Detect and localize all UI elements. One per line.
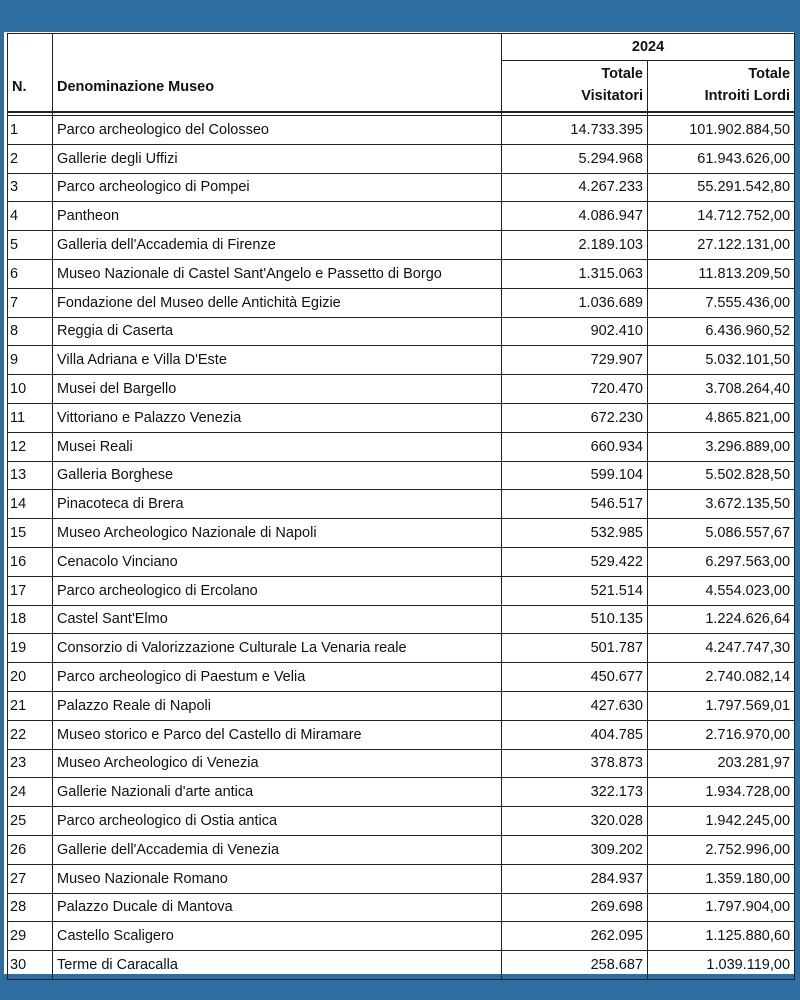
row-number-cell[interactable]: 15 — [8, 519, 53, 548]
revenue-total-cell[interactable]: 55.291.542,80 — [648, 173, 795, 202]
table-row — [8, 461, 795, 490]
visitors-total-cell[interactable]: 4.086.947 — [502, 202, 648, 231]
visitors-total-cell[interactable]: 521.514 — [502, 576, 648, 605]
museum-name-cell[interactable]: Museo Archeologico di Venezia — [53, 749, 502, 778]
visitors-total-cell[interactable]: 2.189.103 — [502, 231, 648, 260]
museum-name-cell[interactable]: Museo Nazionale di Castel Sant'Angelo e Passetto di Borgo — [53, 259, 502, 288]
spreadsheet-sheet — [4, 32, 794, 974]
visitors-total-cell[interactable]: 660.934 — [502, 432, 648, 461]
revenue-total-cell[interactable]: 4.554.023,00 — [648, 576, 795, 605]
visitors-total-cell[interactable]: 532.985 — [502, 519, 648, 548]
row-number-cell[interactable]: 25 — [8, 807, 53, 836]
visitors-total-cell[interactable]: 320.028 — [502, 807, 648, 836]
museum-name-cell[interactable]: Pinacoteca di Brera — [53, 490, 502, 519]
row-number-cell[interactable]: 18 — [8, 605, 53, 634]
visitors-total-cell[interactable]: 529.422 — [502, 547, 648, 576]
visitors-total-cell[interactable]: 720.470 — [502, 375, 648, 404]
museum-name-cell[interactable]: Terme di Caracalla — [53, 951, 502, 980]
visitors-total-cell[interactable]: 378.873 — [502, 749, 648, 778]
revenue-total-cell[interactable]: 1.934.728,00 — [648, 778, 795, 807]
museum-name-cell[interactable]: Gallerie dell'Accademia di Venezia — [53, 835, 502, 864]
revenue-total-cell[interactable]: 1.125.880,60 — [648, 922, 795, 951]
table-row — [8, 231, 795, 260]
table-row — [8, 432, 795, 461]
row-number-cell[interactable]: 1 — [8, 116, 53, 145]
table-row — [8, 778, 795, 807]
visitors-total-cell[interactable]: 322.173 — [502, 778, 648, 807]
header-revenue-line2: Introiti Lordi — [704, 88, 791, 104]
revenue-total-cell[interactable]: 1.359.180,00 — [648, 864, 795, 893]
row-number-cell[interactable]: 4 — [8, 202, 53, 231]
table-row — [8, 259, 795, 288]
museum-name-cell[interactable]: Galleria dell'Accademia di Firenze — [53, 231, 502, 260]
museum-name-cell[interactable]: Musei del Bargello — [53, 375, 502, 404]
museum-name-cell[interactable]: Palazzo Ducale di Mantova — [53, 893, 502, 922]
revenue-total-cell[interactable]: 5.086.557,67 — [648, 519, 795, 548]
header-n: N. — [8, 34, 53, 113]
museum-name-cell[interactable]: Gallerie degli Uffizi — [53, 144, 502, 173]
museum-table — [7, 33, 795, 980]
revenue-total-cell[interactable]: 3.296.889,00 — [648, 432, 795, 461]
row-number-cell[interactable]: 17 — [8, 576, 53, 605]
revenue-total-cell[interactable]: 1.224.626,64 — [648, 605, 795, 634]
visitors-total-cell[interactable]: 729.907 — [502, 346, 648, 375]
row-number-cell[interactable]: 7 — [8, 288, 53, 317]
museum-name-cell[interactable]: Vittoriano e Palazzo Venezia — [53, 403, 502, 432]
revenue-total-cell[interactable]: 1.797.569,01 — [648, 691, 795, 720]
museum-name-cell[interactable]: Castello Scaligero — [53, 922, 502, 951]
table-row — [8, 951, 795, 980]
visitors-total-cell[interactable]: 450.677 — [502, 663, 648, 692]
header-name: Denominazione Museo — [53, 34, 502, 113]
row-number-cell[interactable]: 26 — [8, 835, 53, 864]
visitors-total-cell[interactable]: 510.135 — [502, 605, 648, 634]
table-row — [8, 663, 795, 692]
row-number-cell[interactable]: 30 — [8, 951, 53, 980]
visitors-total-cell[interactable]: 427.630 — [502, 691, 648, 720]
table-row — [8, 519, 795, 548]
table-row — [8, 749, 795, 778]
table-row — [8, 835, 795, 864]
table-row — [8, 605, 795, 634]
museum-name-cell[interactable]: Musei Reali — [53, 432, 502, 461]
visitors-total-cell[interactable]: 284.937 — [502, 864, 648, 893]
table-row — [8, 864, 795, 893]
row-number-cell[interactable]: 6 — [8, 259, 53, 288]
museum-name-cell[interactable]: Cenacolo Vinciano — [53, 547, 502, 576]
museum-name-cell[interactable]: Galleria Borghese — [53, 461, 502, 490]
row-number-cell[interactable]: 29 — [8, 922, 53, 951]
table-row — [8, 202, 795, 231]
table-row — [8, 144, 795, 173]
revenue-total-cell[interactable]: 11.813.209,50 — [648, 259, 795, 288]
table-row — [8, 173, 795, 202]
row-number-cell[interactable]: 2 — [8, 144, 53, 173]
row-number-cell[interactable]: 16 — [8, 547, 53, 576]
visitors-total-cell[interactable]: 262.095 — [502, 922, 648, 951]
revenue-total-cell[interactable]: 5.502.828,50 — [648, 461, 795, 490]
visitors-total-cell[interactable]: 309.202 — [502, 835, 648, 864]
row-number-cell[interactable]: 24 — [8, 778, 53, 807]
table-row — [8, 893, 795, 922]
revenue-total-cell[interactable]: 5.032.101,50 — [648, 346, 795, 375]
visitors-total-cell[interactable]: 672.230 — [502, 403, 648, 432]
visitors-total-cell[interactable]: 404.785 — [502, 720, 648, 749]
revenue-total-cell[interactable]: 6.436.960,52 — [648, 317, 795, 346]
row-number-cell[interactable]: 20 — [8, 663, 53, 692]
revenue-total-cell[interactable]: 7.555.436,00 — [648, 288, 795, 317]
museum-name-cell[interactable]: Parco archeologico di Ercolano — [53, 576, 502, 605]
museum-name-cell[interactable]: Palazzo Reale di Napoli — [53, 691, 502, 720]
museum-name-cell[interactable]: Castel Sant'Elmo — [53, 605, 502, 634]
visitors-total-cell[interactable]: 902.410 — [502, 317, 648, 346]
row-number-cell[interactable]: 8 — [8, 317, 53, 346]
revenue-total-cell[interactable]: 2.716.970,00 — [648, 720, 795, 749]
visitors-total-cell[interactable]: 4.267.233 — [502, 173, 648, 202]
museum-name-cell[interactable]: Consorzio di Valorizzazione Culturale La Venaria reale — [53, 634, 502, 663]
row-number-cell[interactable]: 12 — [8, 432, 53, 461]
museum-name-cell[interactable]: Villa Adriana e Villa D'Este — [53, 346, 502, 375]
museum-name-cell[interactable]: Reggia di Caserta — [53, 317, 502, 346]
revenue-total-cell[interactable]: 3.708.264,40 — [648, 375, 795, 404]
visitors-total-cell[interactable]: 14.733.395 — [502, 116, 648, 145]
museum-name-cell[interactable]: Fondazione del Museo delle Antichità Egizie — [53, 288, 502, 317]
revenue-total-cell[interactable]: 27.122.131,00 — [648, 231, 795, 260]
table-row — [8, 691, 795, 720]
revenue-total-cell[interactable]: 203.281,97 — [648, 749, 795, 778]
table-row — [8, 317, 795, 346]
header-visitors-line2: Visitatori — [581, 88, 643, 104]
row-number-cell[interactable]: 9 — [8, 346, 53, 375]
row-number-cell[interactable]: 5 — [8, 231, 53, 260]
header-year: 2024 — [502, 34, 795, 61]
museum-name-cell[interactable]: Museo Archeologico Nazionale di Napoli — [53, 519, 502, 548]
table-row — [8, 807, 795, 836]
table-row — [8, 547, 795, 576]
table-row — [8, 490, 795, 519]
table-row — [8, 922, 795, 951]
table-row — [8, 403, 795, 432]
table-row — [8, 634, 795, 663]
row-number-cell[interactable]: 23 — [8, 749, 53, 778]
table-header — [8, 34, 795, 116]
revenue-total-cell[interactable]: 4.247.747,30 — [648, 634, 795, 663]
revenue-total-cell[interactable]: 1.797.904,00 — [648, 893, 795, 922]
museum-name-cell[interactable]: Pantheon — [53, 202, 502, 231]
revenue-total-cell[interactable]: 3.672.135,50 — [648, 490, 795, 519]
museum-name-cell[interactable]: Parco archeologico di Pompei — [53, 173, 502, 202]
museum-name-cell[interactable]: Parco archeologico del Colosseo — [53, 116, 502, 145]
table-body — [8, 116, 795, 980]
table-row — [8, 576, 795, 605]
museum-name-cell[interactable]: Parco archeologico di Ostia antica — [53, 807, 502, 836]
revenue-total-cell[interactable]: 4.865.821,00 — [648, 403, 795, 432]
table-row — [8, 375, 795, 404]
revenue-total-cell[interactable]: 2.752.996,00 — [648, 835, 795, 864]
table-row — [8, 720, 795, 749]
visitors-total-cell[interactable]: 546.517 — [502, 490, 648, 519]
table-row — [8, 116, 795, 145]
visitors-total-cell[interactable]: 258.687 — [502, 951, 648, 980]
row-number-cell[interactable]: 27 — [8, 864, 53, 893]
row-number-cell[interactable]: 21 — [8, 691, 53, 720]
museum-name-cell[interactable]: Museo storico e Parco del Castello di Miramare — [53, 720, 502, 749]
visitors-total-cell[interactable]: 599.104 — [502, 461, 648, 490]
table-row — [8, 346, 795, 375]
revenue-total-cell[interactable]: 6.297.563,00 — [648, 547, 795, 576]
revenue-total-cell[interactable]: 14.712.752,00 — [648, 202, 795, 231]
row-number-cell[interactable]: 22 — [8, 720, 53, 749]
header-revenue-line1: Totale — [748, 66, 791, 82]
revenue-total-cell[interactable]: 61.943.626,00 — [648, 144, 795, 173]
row-number-cell[interactable]: 11 — [8, 403, 53, 432]
visitors-total-cell[interactable]: 5.294.968 — [502, 144, 648, 173]
museum-name-cell[interactable]: Gallerie Nazionali d'arte antica — [53, 778, 502, 807]
museum-name-cell[interactable]: Museo Nazionale Romano — [53, 864, 502, 893]
row-number-cell[interactable]: 28 — [8, 893, 53, 922]
table-row — [8, 288, 795, 317]
revenue-total-cell[interactable]: 101.902.884,50 — [648, 116, 795, 145]
row-number-cell[interactable]: 10 — [8, 375, 53, 404]
visitors-total-cell[interactable]: 269.698 — [502, 893, 648, 922]
museum-name-cell[interactable]: Parco archeologico di Paestum e Velia — [53, 663, 502, 692]
revenue-total-cell[interactable]: 1.942.245,00 — [648, 807, 795, 836]
header-visitors — [502, 61, 648, 113]
visitors-total-cell[interactable]: 501.787 — [502, 634, 648, 663]
visitors-total-cell[interactable]: 1.315.063 — [502, 259, 648, 288]
row-number-cell[interactable]: 14 — [8, 490, 53, 519]
row-number-cell[interactable]: 13 — [8, 461, 53, 490]
row-number-cell[interactable]: 19 — [8, 634, 53, 663]
header-visitors-line1: Totale — [601, 66, 643, 82]
revenue-total-cell[interactable]: 2.740.082,14 — [648, 663, 795, 692]
header-revenue — [648, 61, 795, 113]
revenue-total-cell[interactable]: 1.039.119,00 — [648, 951, 795, 980]
visitors-total-cell[interactable]: 1.036.689 — [502, 288, 648, 317]
row-number-cell[interactable]: 3 — [8, 173, 53, 202]
